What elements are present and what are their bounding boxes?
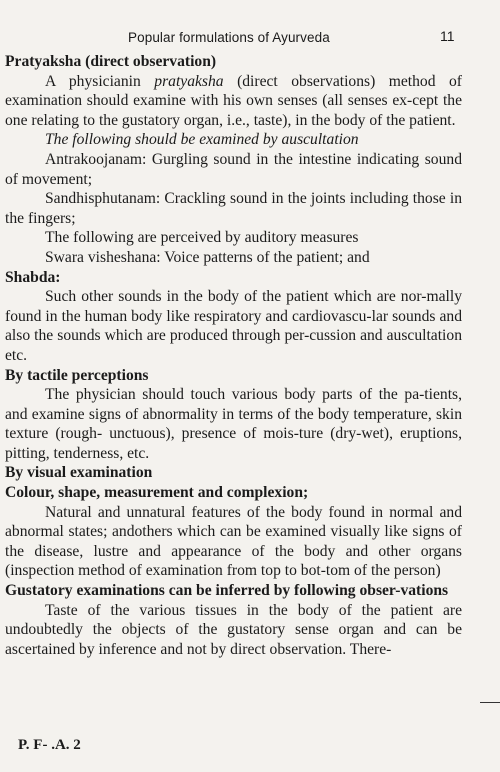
heading-colour-shape: Colour, shape, measurement and complexion;	[5, 484, 309, 502]
running-title: Popular formulations of Ayurveda	[128, 30, 330, 45]
paragraph-auditory-measures: The following are perceived by auditory measures	[45, 229, 359, 247]
heading-tactile: By tactile perceptions	[5, 366, 149, 384]
term-pratyaksha: pratyaksha	[154, 72, 224, 90]
page-number: 11	[440, 28, 455, 44]
page-header	[0, 26, 500, 46]
heading-shabda: Shabda:	[5, 268, 61, 286]
paragraph-antrakoojanam: Antrakoojanam: Gurgling sound in the intestine indicating sound of movement;	[5, 150, 462, 188]
signature-mark: P. F- .A. 2	[18, 737, 81, 753]
paragraph-sandhisphutanam: Sandhisphutanam: Crackling sound in the joints including those in the fingers;	[5, 190, 462, 227]
paragraph-visual: Natural and unnatural features of the body found in normal and abnormal states; andothers which can be examined visually like signs of the disease, lustre and appearance of the body and other organs (inspection method of examination from top to bot-tom of the person)	[5, 503, 462, 580]
paragraph-shabda: Such other sounds in the body of the patient which are nor-mally found in the human body like respiratory and cardiovascu-lar sounds and also the sounds which are produced through per-cussion and auscultation etc.	[5, 288, 462, 364]
paragraph-swara-visheshana: Swara visheshana: Voice patterns of the patient; and	[45, 248, 370, 266]
paragraph-pratyaksha-start: A physicianin	[45, 72, 155, 90]
page-body	[5, 52, 462, 659]
paragraph-gustatory: Taste of the various tissues in the body of the patient are undoubtedly the objects of the gustatory sense organ and can be ascertained by inference and not by direct observation. There-	[5, 601, 462, 658]
subheading-auscultation: The following should be examined by auscultation	[45, 131, 359, 149]
paragraph-tactile: The physician should touch various body parts of the pa-tients, and examine signs of abnormality in terms of the body temperature, skin texture (rough- unctuous), presence of mois-ture (dry-wet), eruptions, pitting, tenderness, etc.	[5, 386, 462, 462]
paragraph-pratyaksha	[5, 72, 462, 131]
heading-gustatory: Gustatory examinations can be inferred by following obser-vations	[5, 582, 449, 600]
heading-pratyaksha: Pratyaksha (direct observation)	[5, 53, 217, 70]
edge-rule	[480, 702, 500, 703]
heading-visual: By visual examination	[5, 464, 153, 482]
paragraph-pratyaksha-rest: (direct observations) method of examination should examine with his own senses (all senses ex-cept the one relating to the gustatory organ, i.e., taste), in the body of the patient.	[5, 72, 463, 129]
